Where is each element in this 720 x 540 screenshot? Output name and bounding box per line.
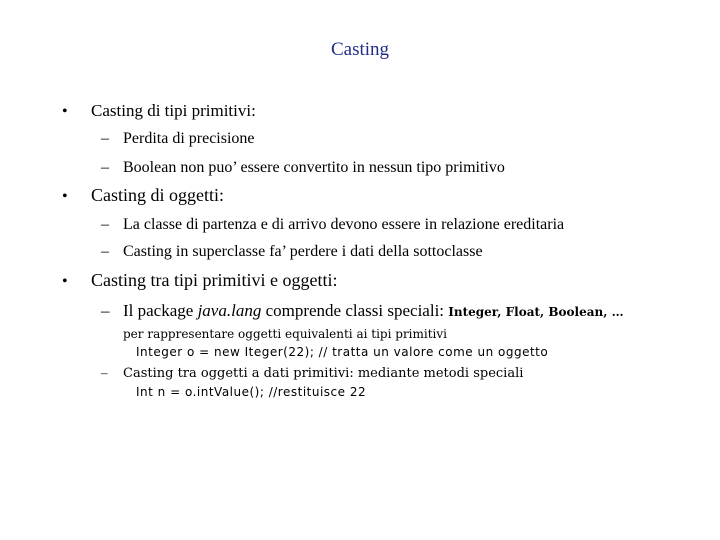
section1-label: Casting di tipi primitivi: [91,101,256,120]
dash-3-2: – [101,365,108,380]
section3-item-2: Casting tra oggetti a dati primitivi: mediante metodi speciali [123,366,524,381]
dash-3-1: – [101,301,110,320]
section2-item-2: Casting in superclasse fa’ perdere i dati della sottoclasse [123,243,483,260]
section3-label: Casting tra tipi primitivi e oggetti: [91,270,338,290]
code-line-intvalue: Int n = o.intValue(); //restituisce 22 [136,385,367,399]
section2-item-1: La classe di partenza e di arrivo devono essere in relazione ereditaria [123,216,565,233]
bullet-1: • [62,103,68,120]
section3-item-1 [123,301,624,321]
dash-2-2: – [101,243,109,260]
section3-item-1-middle: comprende classi speciali: [261,301,449,320]
code-line-integer: Integer o = new Iteger(22); // tratta un valore come un oggetto [136,345,549,359]
section2-label: Casting di oggetti: [91,185,224,205]
dash-1-1: – [101,130,109,147]
section3-item-1-line2: per rappresentare oggetti equivalenti ai tipi primitivi [123,327,448,341]
section3-item-1-prefix: Il package [123,301,198,320]
slide-title: Casting [330,39,390,60]
bullet-3: • [62,273,68,290]
special-classes-list: Integer, Float, Boolean, … [448,305,624,319]
section1-item-1: Perdita di precisione [123,130,255,147]
dash-1-2: – [101,159,109,176]
java-lang-package: java.lang [197,301,262,320]
bullet-2: • [62,188,68,205]
section1-item-2: Boolean non puo’ essere convertito in nessun tipo primitivo [123,159,505,176]
dash-2-1: – [101,216,109,233]
